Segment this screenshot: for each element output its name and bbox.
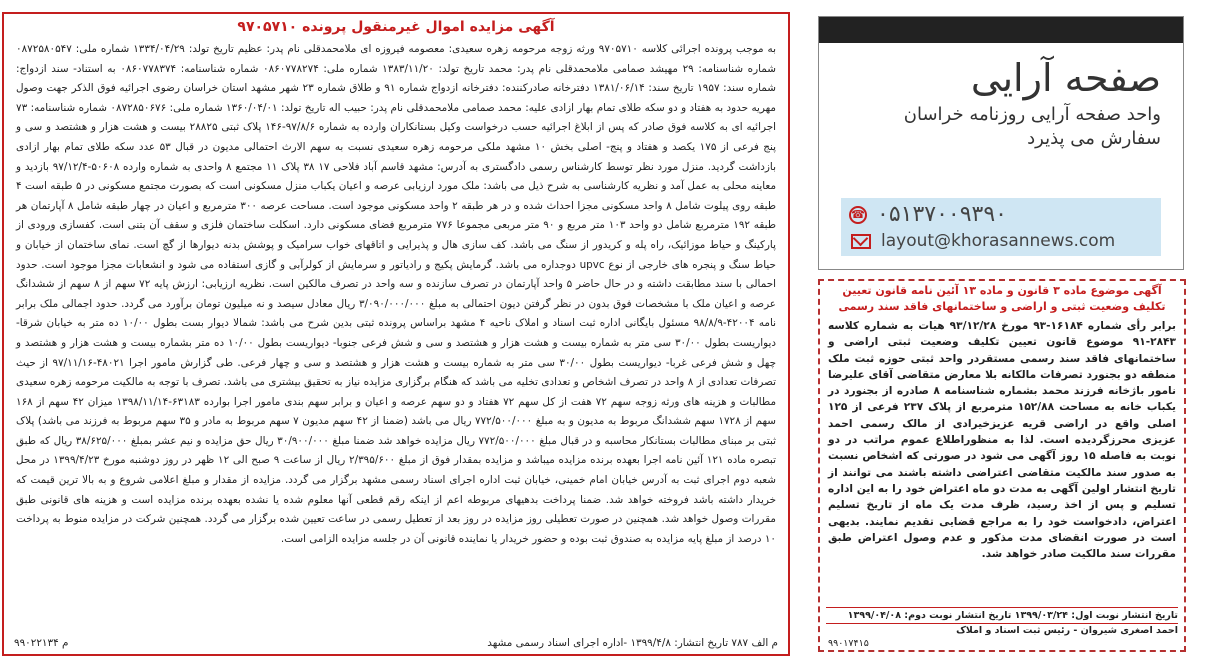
law-notice-dates: تاریخ انتشار نوبت اول: ۱۳۹۹/۰۳/۲۴ تاریخ انتشار نوبت دوم: ۱۳۹۹/۰۴/۰۸ xyxy=(826,607,1178,624)
layout-ad-line1: واحد صفحه آرایی روزنامه خراسان xyxy=(903,104,1161,125)
layout-ad-topbar xyxy=(819,17,1183,43)
law-notice-code: ۹۹۰۱۷۴۱۵ xyxy=(828,638,869,649)
auction-notice-code: ۹۹۰۲۲۱۳۴ م xyxy=(14,637,69,649)
layout-ad xyxy=(818,16,1184,270)
auction-notice-title: آگهی مزایده اموال غیرمنقول پرونده ۹۷۰۵۷۱۰ xyxy=(237,19,555,35)
auction-notice-footer-text: م الف ۷۸۷ تاریخ انتشار: ۱۳۹۹/۴/۸ -اداره اجرای اسناد رسمی مشهد xyxy=(487,637,778,649)
layout-ad-heading: صفحه آرایی xyxy=(970,56,1161,100)
layout-ad-line2: سفارش می پذیرد xyxy=(1027,128,1161,149)
email-row xyxy=(849,231,1115,251)
law-notice-title: آگهی موضوع ماده ۳ قانون و ماده ۱۳ آئین نامه قانون تعیین تکلیف وضعیت ثبتی و اراضی و ساختمانهای فاقد سند رسمی xyxy=(838,284,1166,313)
phone-row xyxy=(849,202,1007,227)
auction-notice-footer xyxy=(14,634,778,652)
mail-icon xyxy=(851,234,871,249)
law-notice-signer: احمد اصغری شیروان - رئیس ثبت اسناد و املاک xyxy=(956,625,1178,636)
auction-notice-body: به موجب پرونده اجرائی کلاسه ۹۷۰۵۷۱۰ ورثه زوجه مرحومه زهره سعیدی: معصومه فیروزه ای ملامحمدقلی نام پدر: عظیم تاریخ تولد: ۱۳۳۴/۰۴/۲۹ شماره ملی: ۰۸۷۲۵۸۰۵۴۷ شماره شناسنامه: ۲۹ مهیشد صمامی ملامحمدقلی نام پدر: محمد تاریخ تولد: ۱۳۸۳/۱۱/۲۰ شماره ملی: ۰۸۶۰۷۷۸۲۷۴ شماره شناسنامه: ۰۸۶۰۷۷۸۳۷۴ به استناد- سند ازدواج: شماره سند: ۱۹۵۷ تاریخ سند: ۱۳۸۱/۰۶/۱۴ دفترخانه صادرکننده: دفترخانه ازدواج شماره ۹۱ و طلاق شماره ۲۳ شهر مشهد استان خراسان رضوی اجرائیه فوق الذکر جهت وصول مهریه حدود به هفتاد و دو سکه طلای تمام بهار ازادی علیه: محمد صمامی ملامحمدقلی نام پدر: حبیب اله تاریخ تولد: ۱۳۶۰/۰۴/۰۱ شماره ملی: ۰۸۷۲۸۵۰۶۷۶ شماره شناسنامه: ۷۳ اجرائیه ای به کلاسه فوق صادر که پس از ابلاغ اجرائیه حسب درخواست وکیل بستانکاران وارده به شماره ۹۷/۸/۶-۱۴۶ پلاک ثبتی ۲۸۸۲۵ بیست و هشت هزار و هشتصد و سی و پنج فرعی از ۱۷۵ یکصد و هفتاد و پنج- اصلی بخش ۱۰ مشهد ملکی مرحومه زهره سعیدی نسبت به سهم الارث احتمالی مدیون در قبال ۵۳ عدد سکه طلای تمام بهار ازادی بازداشت گردید. منزل مورد نظر توسط کارشناس رسمی دادگستری به آدرس: مشهد قاسم آباد فلاحی ۱۷ ۳۸ پلاک ۱۱ مجتمع ۸ واحدی به شماره وارده ۵۰۶۰۸-۹۷/۱۲/۴ بازدید و معاینه محلی به عمل آمد و نظریه کارشناسی به شرح ذیل می باشد: ملک مورد ارزیابی عرصه و اعیان یکباب منزل مسکونی است که بصورت مجتمع مسکونی در ۵ طبقه است ۴ طبقه روی پیلوت شامل ۸ واحد مسکونی مجزا احداث شده و در هر طبقه ۲ واحد مسکونی موجود است. مساحت عرصه ۳۰۰ مترمربع و اعیان در چهار طبقه شامل ۸ آپارتمان هر طبقه ۱۹۲ مترمربع شامل دو واحد ۱۰۳ متر مربع و ۹۰ متر مربعی مجموعا ۷۷۶ مترمربع فضای مسکونی دارد. اسکلت ساختمان فلزی و سقف آن بتنی است. کفسازی ورودی از پارکینگ و حیاط موزائیک، راه پله و کریدور از سنگ می باشد. کف سازی هال و پذیرایی و اتاقهای خواب سرامیک و پوشش بدنه دیوارها از گچ است. نمای ساختمان از خیابان و حیاط سنگ و پنجره های خارجی از نوع upvc دوجداره می باشد. گرمایش پکیج و رادیاتور و سرمایش از کولرآبی و گازی استفاده می شود و انشعابات مجزا موجود است. حدود احمالی با سند مطابقت داشته و در حال حاضر ۵ واحد آپارتمان در تصرف سازنده و سه واحد در تصرف مالکین است. نظریه ارزیابی: ارزش پایه ۷۲ سهم از ۸ سهم از ششدانگ عرصه و اعیان ملک با مشخصات فوق بدون در نظر گرفتن دیون احتمالی به مبلغ ۳/۰۹۰/۰۰۰/۰۰۰ ریال معادل سیصد و نه میلیون تومان برآورد می گردد. حدود اجمالی ملک برابر نامه ۴۲۰۰۴-۹۸/۸/۹ مسئول بایگانی اداره ثبت اسناد و املاک ناحیه ۴ مشهد براساس پرونده ثبتی بدین شرح می باشد: شمالا دیوار بست بطول ۱۰/۰۰ ده متر به خیابان شرقا- دیواریست بطول ۳۰/۰۰ سی متر به شماره بیست و هشت هزار و هشتصد و سی و شش فرعی جنوبا- دیواریست بطول ۱۰/۰۰ ده متر بشماره بیست و هشت هزار و هشتصد و چهل و شش فرعی غربا- دیواریست بطول ۳۰/۰۰ سی متر به شماره بیست و هشت هزار و هشتصد و سی و چهار فرعی. طی گزارش مامور اجرا ۴۸۰۲۱-۹۷/۱۱/۱۶ از حیث تصرفات تعدادی از ۸ واحد در تصرف اشخاص و تعدادی تخلیه می باشد که هنگام برگزاری مزایده نیاز به تحقیق بیشتری می باشد. تصرف با توجه به مالکیت مرحومه زهره سعیدی مطالبات و هزینه های ورثه زوجه سهم ۷۲ هفت از کل سهم ۷۲ هفتاد و دو سهم عرصه و اعیان و برابر سهم بندی مامور اجرا بوارده ۶۳۱۸۳-۱۳۹۸/۱۱/۱۴ میزان ۴۲ سهم از ۱۶۸ سهم از ۱۷۲۸ سهم ششدانگ مربوط به مدیون و به مبلغ ۷۷۲/۵۰۰/۰۰۰ ریال می باشد (ضمنا از ۴۲ سهم مدیون ۷ سهم مربوط به مادر و ۳۵ سهم مربوط به فرزند می باشد) پلاک ثبتی بر مبنای مطالبات بستانکار محاسبه و در قبال مبلغ ۷۷۲/۵۰۰/۰۰۰ ریال مزایده خواهد شد ضمنا مبلغ ۳۰/۹۰۰/۰۰۰ ریال حق مزایده و نیم عشر بمبلغ ۳۸/۶۲۵/۰۰۰ ریال که طبق تبصره ماده ۱۲۱ آئین نامه اجرا بعهده برنده مزایده میباشد و مزایده بمقدار فوق از مبلغ ۲/۳۹۵/۶۰۰ ریال از ساعت ۹ صبح الی ۱۲ ظهر در روز دوشنبه مورخ ۱۳۹۹/۴/۲۳ در محل شعبه دوم اجرای ثبت به آدرس خیابان امام خمینی، خیابان ثبت اداره اجرای اسناد رسمی مشهد برگزار می گردد. مزایده از مقدار و مبلغ اعلامی شروع و به بالا ترین قیمت که خریدار داشته باشد فروخته خواهد شد. ضمنا پرداخت بدهیهای مربوطه اعم از اینکه رقم قطعی آنها معلوم شده یا نشده بعهده برنده مزایده است و هزینه های قانونی طبق مقررات وصول خواهد شد. همچنین در صورت تعطیلی روز مزایده در روز بعد از تعطیل رسمی در ساعت تعیین شده برگزار می گردد. همچنین شرکت در مزایده منوط به پرداخت ۱۰ درصد از مبلغ پایه مزایده به صندوق ثبت بوده و حضور خریدار یا نماینده قانونی آن در جلسه مزایده الزامی است. xyxy=(16,43,777,545)
phone-number: ۰۵۱۳۷۰۰۹۳۹۰ xyxy=(877,202,1007,227)
auction-notice xyxy=(2,12,790,656)
law-notice-body: برابر رأی شماره ۱۶۱۸۴-۹۳ مورخ ۹۳/۱۲/۲۸ هیات به شماره کلاسه ۲۸۴۳-۹۱ موضوع قانون تعیین تکلیف وضعیت ثبتی اراضی و ساختمانهای فاقد سند رسمی مستقردر واحد ثبتی حوزه ثبت ملک منطقه دو بجنورد تصرفات مالکانه بلا معارض متقاضی آقای علیرضا نامور باژخانه فرزند محمد بشماره شناسنامه ۸ صادره از بجنورد در یکباب خانه به مساحت ۱۵۲/۸۸ مترمربع از پلاک ۲۳۷ فرعی از ۱۲۵ اصلی واقع در اراضی قریه عزیزخیرادی از مالک رسمی احمد عزیزی محرزگردیده است. لذا به منظوراطلاع عموم مراتب در دو نوبت به فاصله ۱۵ روز آگهی می شود در صورتی که اشخاص نسبت به صدور سند مالکیت متقاضی اعتراضی داشته باشند می توانند از تاریخ انتشار اولین آگهی به مدت دو ماه اعتراض خود را به این اداره تسلیم و پس از اخذ رسید، ظرف مدت یک ماه از تاریخ تسلیم اعتراض، دادخواست خود را به مراجع قضایی تقدیم نمایند. بدیهی است در صورت انقضای مدت مذکور و عدم وصول اعتراض طبق مقررات سند مالکیت صادر خواهد شد. xyxy=(828,320,1177,561)
email-address: layout@khorasannews.com xyxy=(881,231,1116,251)
law-notice xyxy=(818,279,1186,652)
phone-icon: ☎ xyxy=(849,206,867,224)
layout-ad-contact xyxy=(841,198,1161,256)
